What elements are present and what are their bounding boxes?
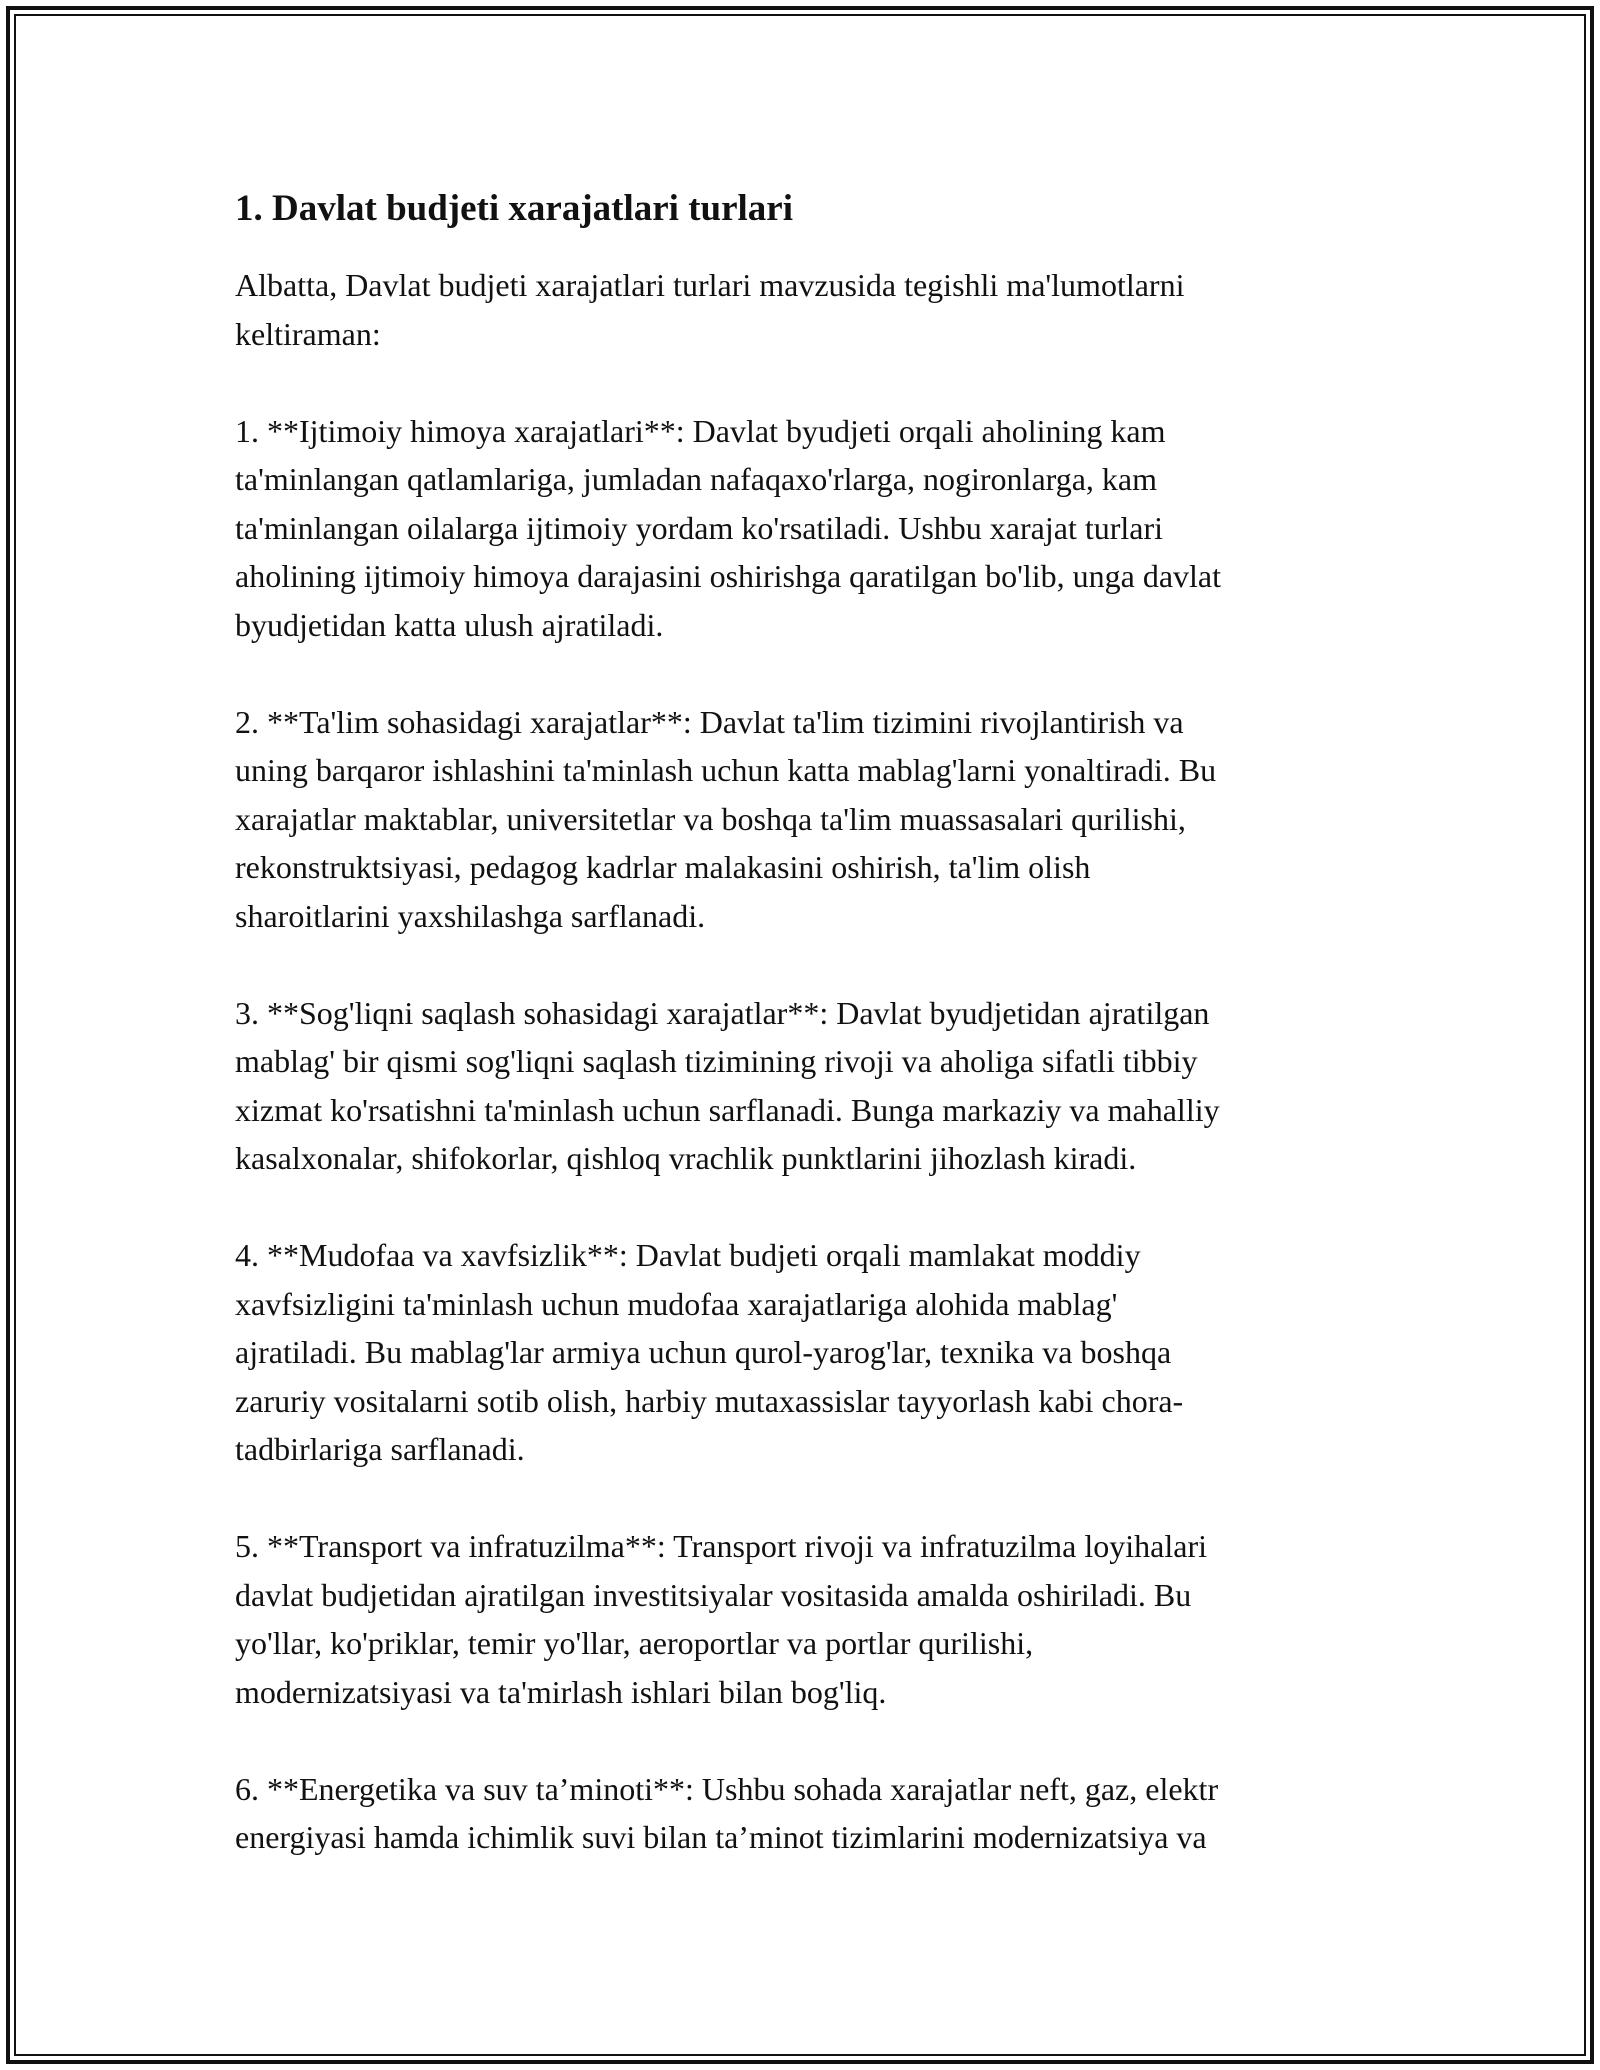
text-line: yo'llar, ko'priklar, temir yo'llar, aeroportlar va portlar qurilishi, [235,1625,1034,1661]
text-line: ajratiladi. Bu mablag'lar armiya uchun qurol-yarog'lar, texnika va boshqa [235,1334,1172,1370]
document-title: 1. Davlat budjeti xarajatlari turlari [235,188,793,229]
text-line: modernizatsiyasi va ta'mirlash ishlari bilan bog'liq. [235,1673,887,1710]
text-line: byudjetidan katta ulush ajratiladi. [235,606,664,643]
text-line: sharoitlarini yaxshilashga sarflanadi. [235,897,706,934]
text-line: zaruriy vositalarni sotib olish, harbiy mutaxassislar tayyorlash kabi chora- [235,1382,1184,1419]
text-line: 4. **Mudofaa va xavfsizlik**: Davlat budjeti orqali mamlakat moddiy [235,1237,1141,1273]
text-line: 1. **Ijtimoiy himoya xarajatlari**: Davlat byudjeti orqali aholining kam [235,412,1166,449]
text-line: ta'minlangan oilalarga ijtimoiy yordam ko'rsatiladi. Ushbu xarajat turlari [235,509,1164,546]
text-line: davlat budjetidan ajratilgan investitsiyalar vositasida amalda oshiriladi. Bu [235,1576,1192,1613]
list-item-defense [235,1231,1385,1474]
text-line: mablag' bir qismi sog'liqni saqlash tizimining rivoji va aholiga sifatli tibbiy [235,1043,1198,1079]
text-line: Albatta, Davlat budjeti xarajatlari turlari mavzusida tegishli ma'lumotlarni [235,267,1185,303]
list-item-education [235,698,1385,941]
text-line: xarajatlar maktablar, universitetlar va boshqa ta'lim muassasalari qurilishi, [235,800,1186,837]
text-line: xizmat ko'rsatishni ta'minlash uchun sarflanadi. Bunga markaziy va mahalliy [235,1091,1220,1128]
text-line: xavfsizligini ta'minlash uchun mudofaa xarajatlariga alohida mablag' [235,1285,1118,1322]
list-item-social-protection [235,407,1385,650]
text-line: ta'minlangan qatlamlariga, jumladan nafaqaxo'rlarga, nogironlarga, kam [235,461,1158,497]
intro-paragraph [235,261,1385,358]
text-line: keltiraman: [235,315,381,352]
text-line: kasalxonalar, shifokorlar, qishloq vrachlik punktlarini jihozlash kiradi. [235,1140,1137,1176]
text-line: 5. **Transport va infratuzilma**: Transport rivoji va infratuzilma loyihalari [235,1528,1207,1564]
list-item-healthcare [235,989,1385,1183]
document-body [235,185,1385,1910]
text-line: 6. **Energetika va suv ta’minoti**: Ushbu sohada xarajatlar neft, gaz, elektr [235,1770,1219,1807]
list-item-energy [235,1765,1385,1862]
text-line: 2. **Ta'lim sohasidagi xarajatlar**: Davlat ta'lim tizimini rivojlantirish va [235,703,1184,740]
text-line: tadbirlariga sarflanadi. [235,1431,525,1467]
text-line: aholining ijtimoiy himoya darajasini oshirishga qaratilgan bo'lib, unga davlat [235,558,1222,594]
text-line: rekonstruktsiyasi, pedagog kadrlar malakasini oshirish, ta'lim olish [235,849,1091,885]
text-line: uning barqaror ishlashini ta'minlash uchun katta mablag'larni yonaltiradi. Bu [235,752,1217,788]
text-line: 3. **Sog'liqni saqlash sohasidagi xarajatlar**: Davlat byudjetidan ajratilgan [235,994,1210,1031]
list-item-transport [235,1522,1385,1716]
text-line: energiyasi hamda ichimlik suvi bilan ta’minot tizimlarini modernizatsiya va [235,1819,1207,1855]
